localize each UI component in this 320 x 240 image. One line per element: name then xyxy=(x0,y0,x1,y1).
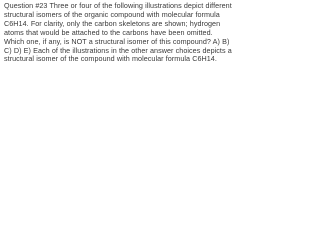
question-text: Question #23 Three or four of the following illustrations depict different structural isomers of the organic compound with molecular formula C6H14. For clarity, only the carbon skeletons are shown; hydrogen atoms that would be attached to the carbons have been omitted. Which one, if any, is NOT a structural isomer of this compound? A) B) C) D) E) Each of the illustrations in the other answer choices depicts a structural isomer of the compound with molecular formula C6H14. xyxy=(4,1,232,64)
question-card xyxy=(0,0,235,88)
